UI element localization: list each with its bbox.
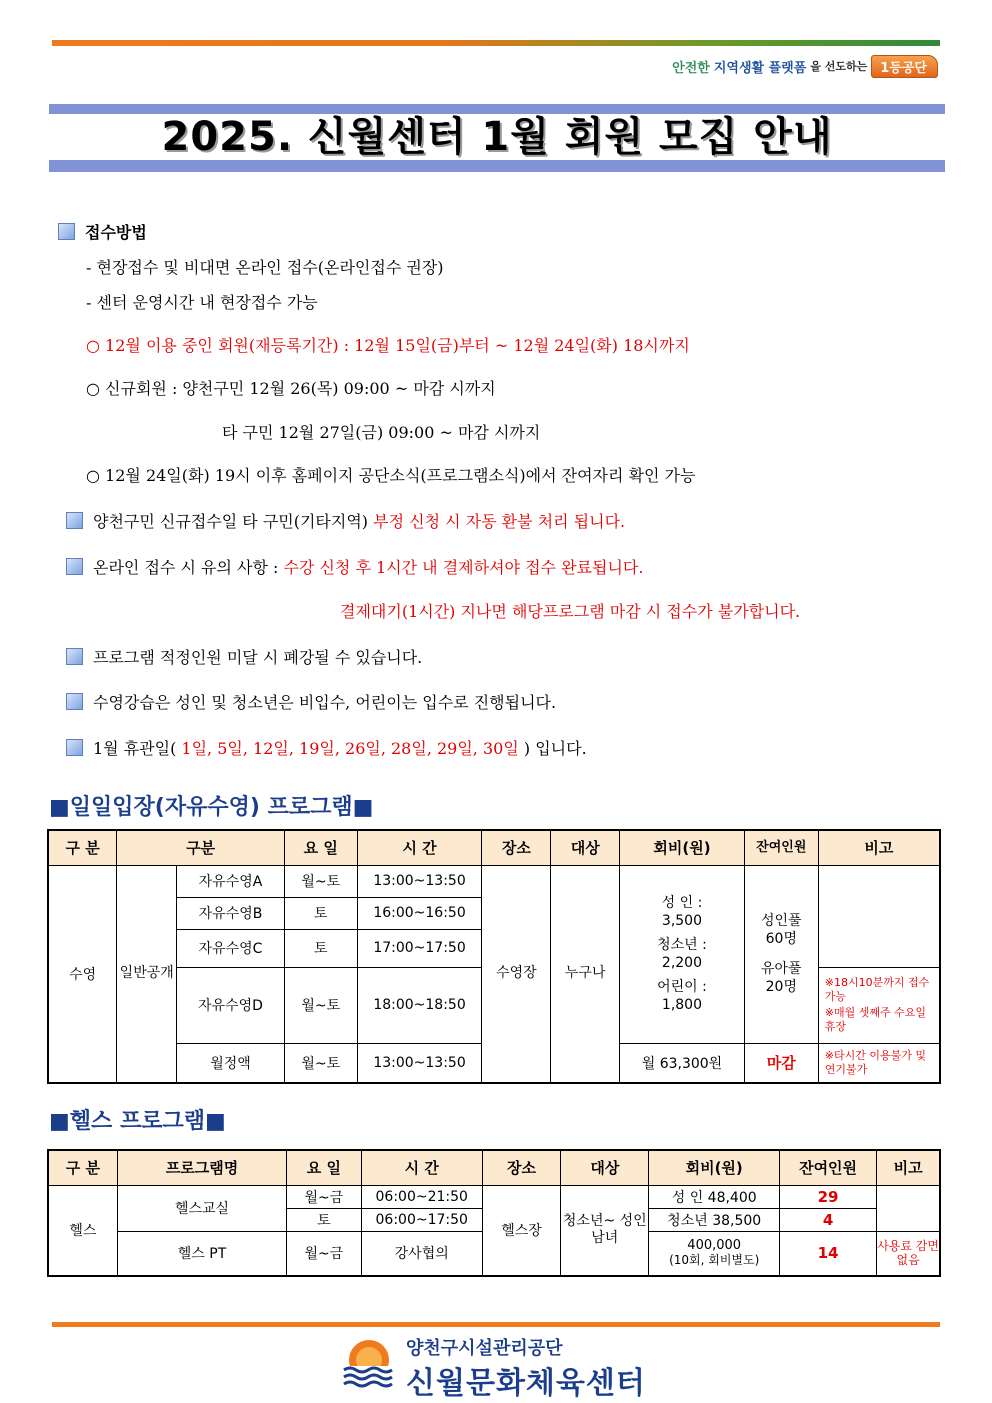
monthly-remaining: 마감 xyxy=(744,1043,818,1083)
header-program: 프로그램명 xyxy=(117,1150,287,1185)
new-member-line-2: 타 구민 12월 27일(금) 09:00 ~ 마감 시까지 xyxy=(222,423,541,442)
note-refund xyxy=(66,509,625,532)
pt-name: 헬스 PT xyxy=(117,1231,287,1276)
health-category: 헬스 xyxy=(48,1185,117,1276)
slogan-part3: 을 선도하는 xyxy=(810,60,868,73)
header-fee: 회비(원) xyxy=(620,830,745,865)
remarks-empty xyxy=(877,1185,940,1231)
swim-subcategory: 일반공개 xyxy=(117,865,177,1083)
header-day: 요 일 xyxy=(287,1150,361,1185)
table-row xyxy=(48,865,940,897)
note-online xyxy=(66,555,643,578)
health-section-title: ■헬스 프로그램■ xyxy=(49,1109,226,1134)
program-time: 16:00~16:50 xyxy=(357,897,482,929)
header-remarks: 비고 xyxy=(818,830,940,865)
program-name: 자유수영B xyxy=(177,897,285,929)
health-class-name: 헬스교실 xyxy=(117,1185,287,1231)
note-swim-lesson xyxy=(66,690,556,713)
header-remarks: 비고 xyxy=(877,1150,940,1185)
note-online-warning-2: 결제대기(1시간) 지나면 해당프로그램 마감 시 접수가 불가합니다. xyxy=(340,602,801,621)
program-time: 13:00~13:50 xyxy=(357,1043,482,1083)
fee-adult-label: 성 인 : xyxy=(661,895,703,911)
remarks-empty xyxy=(818,865,940,967)
program-day: 월~토 xyxy=(284,1043,357,1083)
note-swim-lesson-text: 수영강습은 성인 및 청소년은 비입수, 어린이는 입수로 진행됩니다. xyxy=(93,693,557,712)
header-division: 구 분 xyxy=(48,830,117,865)
pt-fee-amount: 400,000 xyxy=(687,1238,742,1254)
remaining-adult: 성인풀 60명 xyxy=(761,913,802,947)
program-time: 17:00~17:50 xyxy=(357,929,482,967)
closed-days-suffix: ) 입니다. xyxy=(518,739,587,758)
bullet-square-icon xyxy=(66,558,83,575)
program-day: 토 xyxy=(284,897,357,929)
remark-d-line2: ※매월 셋째주 수요일 휴장 xyxy=(824,1006,926,1033)
header-target: 대상 xyxy=(561,1150,649,1185)
pt-fee xyxy=(649,1231,779,1276)
note-cancellation-text: 프로그램 적정인원 미달 시 폐강될 수 있습니다. xyxy=(93,648,423,667)
remark-d xyxy=(818,967,940,1043)
note-refund-text: 양천구민 신규접수일 타 구민(기타지역) xyxy=(93,512,374,531)
footer-logo xyxy=(340,1334,680,1401)
header-division: 구 분 xyxy=(48,1150,117,1185)
program-day: 월~토 xyxy=(284,865,357,897)
swim-place: 수영장 xyxy=(482,865,551,1083)
sun-wave-logo-icon xyxy=(340,1338,398,1392)
title-band-bottom xyxy=(49,160,945,172)
renewal-period-line: ○ 12월 이용 중인 회원(재등록기간) : 12월 15일(금)부터 ~ 12월 24일(화) 18시까지 xyxy=(86,336,690,355)
pt-remark: 사용료 감면없음 xyxy=(877,1231,940,1276)
pt-day: 월~금 xyxy=(287,1231,361,1276)
swim-section-title: ■일일입장(자유수영) 프로그램■ xyxy=(49,795,374,820)
health-target: 청소년~ 성인남녀 xyxy=(561,1185,649,1276)
table-row xyxy=(48,1185,940,1208)
health-table xyxy=(47,1149,941,1277)
fee-youth-label: 청소년 : xyxy=(657,937,707,953)
pt-fee-detail: (10회, 회비별도) xyxy=(669,1253,760,1268)
class-time-2: 06:00~17:50 xyxy=(361,1208,482,1231)
swim-target: 누구나 xyxy=(551,865,620,1083)
header-place: 장소 xyxy=(482,830,551,865)
page-title: 2025. 신월센터 1월 회원 모집 안내 xyxy=(161,114,833,160)
header-remaining: 잔여인원 xyxy=(779,1150,876,1185)
class-day-1: 월~금 xyxy=(287,1185,361,1208)
monthly-remark: ※타시간 이용불가 및 연기불가 xyxy=(818,1043,940,1083)
footer-center-name: 신월문화체육센터 xyxy=(406,1366,646,1401)
registration-heading xyxy=(58,220,147,243)
program-time: 18:00~18:50 xyxy=(357,967,482,1043)
bullet-square-icon xyxy=(66,739,83,756)
header-place: 장소 xyxy=(482,1150,560,1185)
health-place: 헬스장 xyxy=(482,1185,560,1276)
slogan-part1: 안전한 xyxy=(672,60,710,76)
registration-line-1: - 현장접수 및 비대면 온라인 접수(온라인접수 권장) xyxy=(86,258,444,277)
health-remaining-2: 4 xyxy=(779,1208,876,1231)
bullet-square-icon xyxy=(58,223,75,240)
health-fee-youth: 청소년 38,500 xyxy=(649,1208,779,1231)
bullet-square-icon xyxy=(66,512,83,529)
closed-days-list: 1일, 5일, 12일, 19일, 26일, 28일, 29일, 30일 xyxy=(181,739,519,758)
top-gradient-bar xyxy=(52,40,940,46)
note-cancellation xyxy=(66,645,422,668)
health-remaining-1: 29 xyxy=(779,1185,876,1208)
remark-d-line1: ※18시10분까지 접수가능 xyxy=(824,976,930,1003)
header-category: 구분 xyxy=(117,830,285,865)
swim-header-row xyxy=(48,830,940,865)
pt-remaining: 14 xyxy=(779,1231,876,1276)
header-time: 시 간 xyxy=(357,830,482,865)
fee-child-label: 어린이 : xyxy=(657,979,707,995)
remaining-child: 유아풀 20명 xyxy=(761,961,802,995)
slogan-part2: 지역생활 플랫폼 xyxy=(713,60,807,76)
registration-heading-text: 접수방법 xyxy=(85,223,147,242)
registration-line-2: - 센터 운영시간 내 현장접수 가능 xyxy=(86,293,318,312)
note-closed-days xyxy=(66,736,587,759)
footer-organization: 양천구시설관리공단 xyxy=(406,1338,563,1359)
swim-remaining xyxy=(744,865,818,1043)
swim-table xyxy=(47,829,941,1084)
header-fee: 회비(원) xyxy=(649,1150,779,1185)
slogan xyxy=(672,55,938,77)
bullet-square-icon xyxy=(66,693,83,710)
health-header-row xyxy=(48,1150,940,1185)
swim-category: 수영 xyxy=(48,865,117,1083)
note-refund-warning: 부정 신청 시 자동 환불 처리 됩니다. xyxy=(373,512,626,531)
class-day-2: 토 xyxy=(287,1208,361,1231)
health-fee-adult: 성 인 48,400 xyxy=(649,1185,779,1208)
program-name: 자유수영D xyxy=(177,967,285,1043)
program-name: 자유수영C xyxy=(177,929,285,967)
class-time-1: 06:00~21:50 xyxy=(361,1185,482,1208)
header-day: 요 일 xyxy=(284,830,357,865)
fee-child: 1,800 xyxy=(661,997,703,1013)
program-day: 월~토 xyxy=(284,967,357,1043)
new-member-line-1: ○ 신규회원 : 양천구민 12월 26(목) 09:00 ~ 마감 시까지 xyxy=(86,379,496,398)
monthly-fee: 월 63,300원 xyxy=(620,1043,745,1083)
note-online-warning: 수강 신청 후 1시간 내 결제하셔야 접수 완료됩니다. xyxy=(283,558,644,577)
header-target: 대상 xyxy=(551,830,620,865)
note-online-text: 온라인 접수 시 유의 사항 : xyxy=(93,558,284,577)
program-time: 13:00~13:50 xyxy=(357,865,482,897)
fee-adult: 3,500 xyxy=(661,913,703,929)
bottom-orange-bar xyxy=(52,1322,940,1327)
program-name: 월정액 xyxy=(177,1043,285,1083)
program-day: 토 xyxy=(284,929,357,967)
swim-fees xyxy=(620,865,745,1043)
pt-time: 강사협의 xyxy=(361,1231,482,1276)
header-remaining: 잔여인원 xyxy=(744,830,818,865)
vacancy-check-line: ○ 12월 24일(화) 19시 이후 홈페이지 공단소식(프로그램소식)에서 잔여자리 확인 가능 xyxy=(86,466,696,485)
bullet-square-icon xyxy=(66,648,83,665)
closed-days-prefix: 1월 휴관일( xyxy=(93,739,182,758)
fee-youth: 2,200 xyxy=(661,955,703,971)
header-time: 시 간 xyxy=(361,1150,482,1185)
slogan-badge: 1등공단 xyxy=(871,55,938,78)
program-name: 자유수영A xyxy=(177,865,285,897)
